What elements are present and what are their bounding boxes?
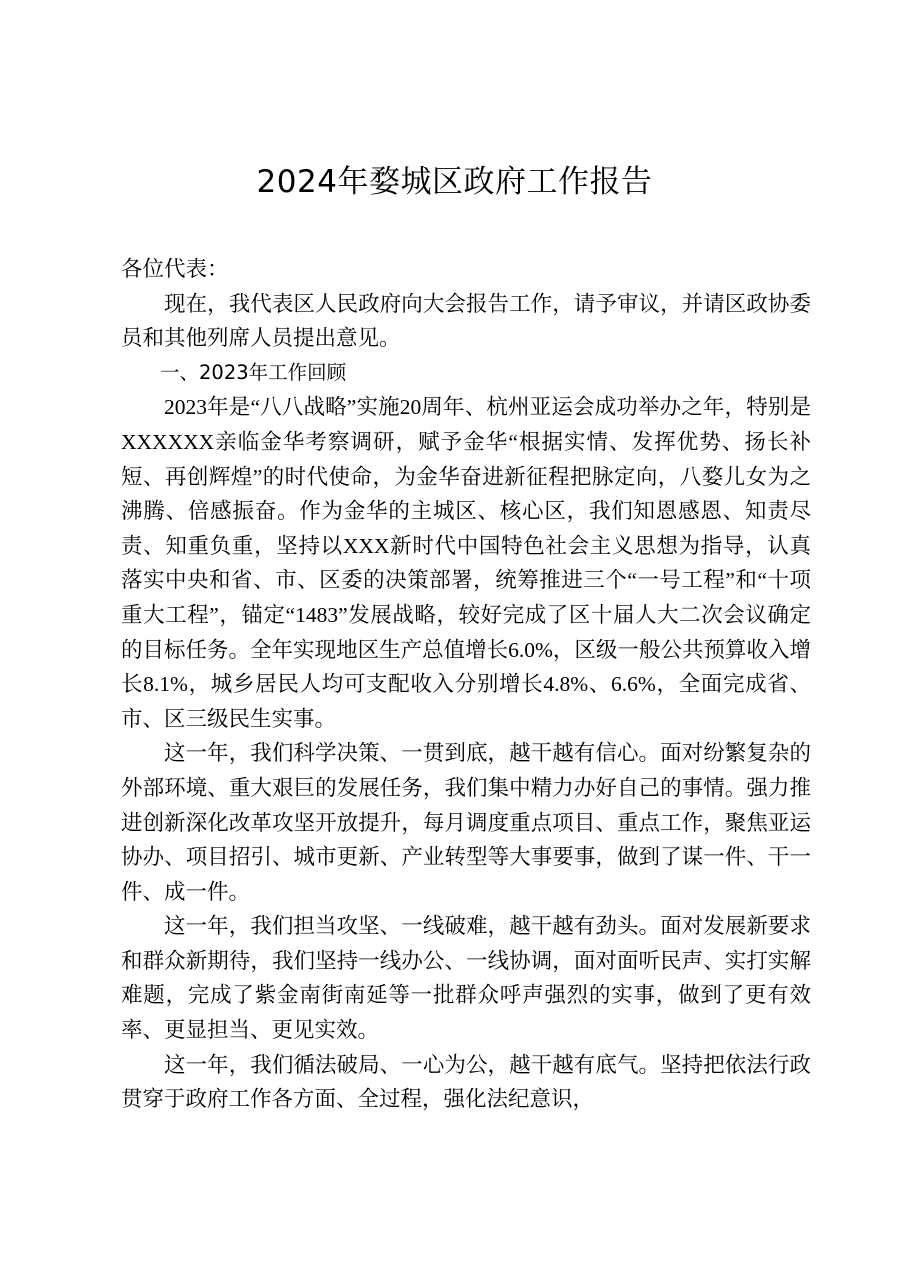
document-body bbox=[121, 252, 811, 1117]
opening-paragraph: 现在，我代表区人民政府向大会报告工作，请予审议，并请区政协委员和其他列席人员提出意见。 bbox=[121, 291, 811, 351]
paragraph-frontline-work: 这一年，我们担当攻坚、一线破难，越干越有劲头。面对发展新要求和群众新期待，我们坚持一线办公、一线协调，面对面听民声、实打实解难题，完成了紫金南街南延等一批群众呼声强烈的实事，做到了更有效率、更显担当、更见实效。 bbox=[121, 914, 811, 1043]
paragraph-2023-summary: 2023年是“八八战略”实施20周年、杭州亚运会成功举办之年，特别是XXXXXX亲临金华考察调研，赋予金华“根据实情、发挥优势、扬长补短、再创辉煌”的时代使命，为金华奋进新征程把脉定向，八婺儿女为之沸腾、倍感振奋。作为金华的主城区、核心区，我们知恩感恩、知责尽责、知重负重，坚持以XXX新时代中国特色社会主义思想为指导，认真落实中央和省、市、区委的决策部署，统筹推进三个“一号工程”和“十项重大工程”，锚定“1483”发展战略，较好完成了区十届人大二次会议确定的目标任务。全年实现地区生产总值增长6.0%，区级一般公共预算收入增长8.1%，城乡居民人均可支配收入分别增长4.8%、6.6%，全面完成省、市、区三级民生实事。 bbox=[121, 395, 811, 731]
section-heading: 一、2023年工作回顾 bbox=[160, 360, 347, 384]
document-title: 2024年婺城区政府工作报告 bbox=[256, 164, 653, 200]
salutation: 各位代表： bbox=[121, 257, 229, 281]
paragraph-decision-making: 这一年，我们科学决策、一贯到底，越干越有信心。面对纷繁复杂的外部环境、重大艰巨的发展任务，我们集中精力办好自己的事情。强力推进创新深化改革攻坚开放提升，每月调度重点项目、重点工作，聚焦亚运协办、项目招引、城市更新、产业转型等大事要事，做到了谋一件、干一件、成一件。 bbox=[121, 741, 811, 904]
paragraph-rule-of-law: 这一年，我们循法破局、一心为公，越干越有底气。坚持把依法行政贯穿于政府工作各方面、全过程，强化法纪意识， bbox=[121, 1052, 811, 1112]
